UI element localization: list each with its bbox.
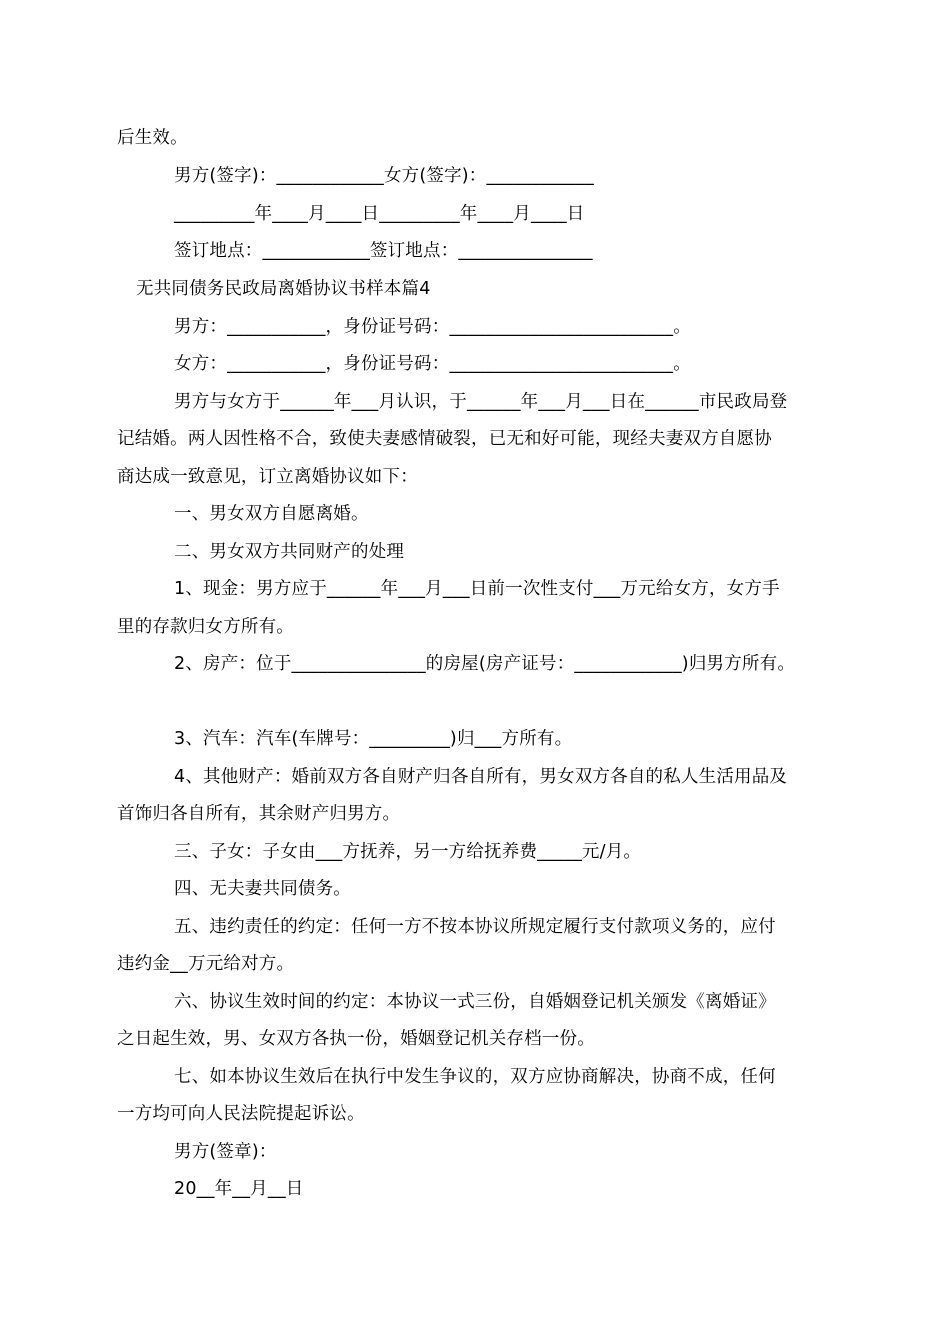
clause-1: 一、男女双方自愿离婚。 [174, 504, 369, 524]
clause-7-line-1: 七、如本协议生效后在执行中发生争议的，双方应协商解决，协商不成，任何 [174, 1067, 776, 1087]
clause-2-other-line-1: 4、其他财产：婚前双方各自财产归各自所有，男女双方各自的私人生活用品及 [174, 767, 788, 787]
clause-2-heading: 二、男女双方共同财产的处理 [174, 542, 405, 562]
clause-5-line-2: 违约金__万元给对方。 [117, 954, 295, 974]
clause-2-cash-line-1: 1、现金：男方应于______年___月___日前一次性支付___万元给女方，女方手 [174, 579, 780, 599]
male-seal-line: 男方(签章)： [174, 1142, 277, 1162]
line-signature-dates: _________年____月____日_________年____月____日 [174, 204, 585, 224]
paragraph-intro-line-3: 商达成一致意见，订立离婚协议如下： [117, 467, 418, 487]
line-male-party: 男方：___________，身份证号码：_________________________。 [174, 317, 691, 337]
clause-2-other-line-2: 首饰归各自所有，其余财产归男方。 [117, 804, 401, 824]
clause-2-house: 2、房产：位于_______________的房屋(房产证号：____________)归男方所有。 [174, 654, 796, 674]
date-line: 20__年__月__日 [174, 1179, 304, 1199]
clause-3-children: 三、子女：子女由___方抚养，另一方给抚养费_____元/月。 [174, 842, 642, 862]
clause-4-debt: 四、无夫妻共同债务。 [174, 879, 351, 899]
paragraph-intro-line-2: 记结婚。两人因性格不合，致使夫妻感情破裂，已无和好可能，现经夫妻双方自愿协 [117, 429, 772, 449]
clause-6-line-1: 六、协议生效时间的约定：本协议一式三份，自婚姻登记机关颁发《离婚证》 [174, 992, 776, 1012]
clause-2-car: 3、汽车：汽车(车牌号：_________)归___方所有。 [174, 729, 573, 749]
clause-2-cash-line-2: 里的存款归女方所有。 [117, 617, 294, 637]
section-title: 无共同债务民政局离婚协议书样本篇4 [136, 279, 431, 299]
paragraph-intro-line-1: 男方与女方于______年___月认识，于______年___月___日在______市民政局登 [174, 392, 788, 412]
clause-7-line-2: 一方均可向人民法院提起诉讼。 [117, 1104, 365, 1124]
clause-5-line-1: 五、违约责任的约定：任何一方不按本协议所规定履行支付款项义务的，应付 [174, 917, 776, 937]
line-signatures: 男方(签字)：____________女方(签字)：____________ [174, 166, 594, 186]
clause-6-line-2: 之日起生效，男、女双方各执一份，婚姻登记机关存档一份。 [117, 1029, 595, 1049]
line-female-party: 女方：___________，身份证号码：_________________________。 [174, 354, 691, 374]
line-signing-place: 签订地点：____________签订地点：_______________ [174, 241, 593, 261]
line-effective-end: 后生效。 [117, 128, 188, 148]
